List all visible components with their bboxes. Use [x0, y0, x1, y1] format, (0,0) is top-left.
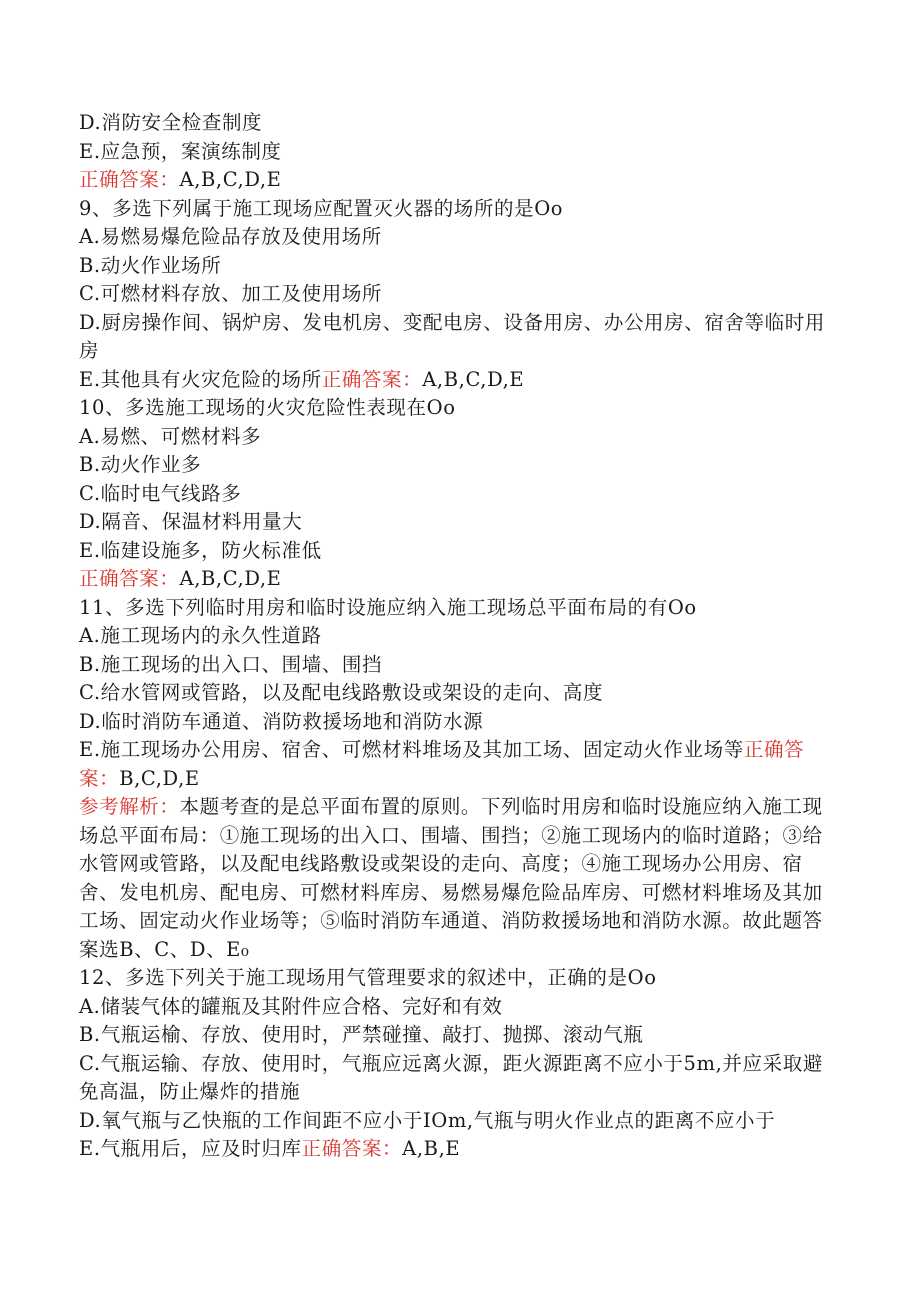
q9-option-d: D.厨房操作间、锅炉房、发电机房、变配电房、设备用房、办公用房、宿舍等临时用房 — [79, 310, 825, 362]
q10-stem: 10、多选施工现场的火灾危险性表现在Oo — [79, 396, 456, 419]
q12-option-c: C.气瓶运输、存放、使用时，气瓶应远离火源，距火源距离不应小于5m,并应采取避免高温，防止爆炸的措施 — [79, 1051, 823, 1103]
q10-option-d: D.隔音、保温材料用量大 — [79, 510, 303, 533]
answer-label: 正确答案： — [79, 168, 180, 191]
answer-value: A,B,C,D,E — [422, 367, 525, 391]
q11-option-e: E.施工现场办公用房、宿舍、可燃材料堆场及其加工场、固定动火作业场等 — [79, 738, 744, 761]
answer-label-part2: 确答案： — [79, 738, 805, 790]
q9-option-b: B.动火作业场所 — [79, 253, 222, 277]
q11-option-e-with-answer — [79, 736, 834, 793]
q12-option-d: D.氧气瓶与乙快瓶的工作间距不应小于IOm,气瓶与明火作业点的距离不应小于 — [79, 1108, 776, 1132]
q8-answer — [79, 166, 834, 195]
q12-option-e-with-answer — [79, 1135, 834, 1164]
q11-analysis — [79, 793, 834, 964]
q9-option-a: A.易燃易爆危险品存放及使用场所 — [79, 225, 382, 248]
analysis-label: 参考解析： — [79, 795, 180, 818]
q8-option-d: D.消防安全检查制度 — [79, 111, 263, 134]
q11-option-d: D.临时消防车通道、消防救援场地和消防水源 — [79, 709, 484, 733]
q10-option-e: E.临建设施多，防火标准低 — [79, 538, 322, 562]
analysis-text: 本题考查的是总平面布置的原则。下列临时用房和临时设施应纳入施工现场总平面布局：①施工现场的出入口、围墙、围挡；②施工现场内的临时道路；③给水管网或管路，以及配电线路敷设或架设的走向、高度；④施工现场办公用房、宿舍、发电机房、配电房、可燃材料库房、易燃易爆危险品库房、可燃材料堆场及其加工场、固定动火作业场等；⑤临时消防车通道、消防救援场地和消防水源。故此题答案选B、C、D、E₀ — [79, 795, 823, 961]
q12-option-a: A.储装气体的罐瓶及其附件应合格、完好和有效 — [79, 994, 503, 1018]
q11-option-b: B.施工现场的出入口、围墙、围挡 — [79, 652, 383, 676]
answer-label-part1: 正 — [743, 738, 764, 761]
q9-stem: 9、多选下列属于施工现场应配置灭火器的场所的是Oo — [79, 196, 564, 220]
q12-stem: 12、多选下列关于施工现场用气管理要求的叙述中，正确的是Oo — [79, 966, 657, 989]
q11-stem: 11、多选下列临时用房和临时设施应纳入施工现场总平面布局的有Oo — [79, 595, 697, 619]
q11-option-c: C.给水管网或管路，以及配电线路敷设或架设的走向、高度 — [79, 681, 604, 704]
answer-label: 正确答案： — [301, 1137, 403, 1160]
q12-option-b: B.气瓶运榆、存放、使用时，严禁碰撞、敲打、抛掷、滚动气瓶 — [79, 1023, 644, 1046]
q10-option-b: B.动火作业多 — [79, 453, 202, 476]
answer-value: A,B,C,D,E — [179, 567, 282, 590]
q9-option-c: C.可燃材料存放、加工及使用场所 — [79, 282, 383, 305]
q12-option-e: E.气瓶用后，应及时归库 — [79, 1137, 302, 1160]
q10-option-a: A.易燃、可燃材料多 — [79, 424, 262, 448]
q10-option-c: C.临时电气线路多 — [79, 481, 242, 505]
answer-value: A,B,C,D,E — [179, 168, 282, 191]
answer-label: 正确答案： — [79, 567, 180, 590]
q10-answer — [79, 565, 834, 594]
q9-option-e: E.其他具有火灾危险的场所 — [79, 367, 322, 391]
q9-option-e-with-answer — [79, 366, 834, 395]
document-page — [79, 109, 834, 1164]
answer-value: B,C,D,E — [119, 766, 200, 790]
q11-option-a: A.施工现场内的永久性道路 — [79, 624, 322, 647]
q8-option-e: E.应急预，案演练制度 — [79, 139, 282, 163]
answer-value: A,B,E — [402, 1137, 461, 1160]
answer-label: 正确答案： — [321, 367, 423, 391]
